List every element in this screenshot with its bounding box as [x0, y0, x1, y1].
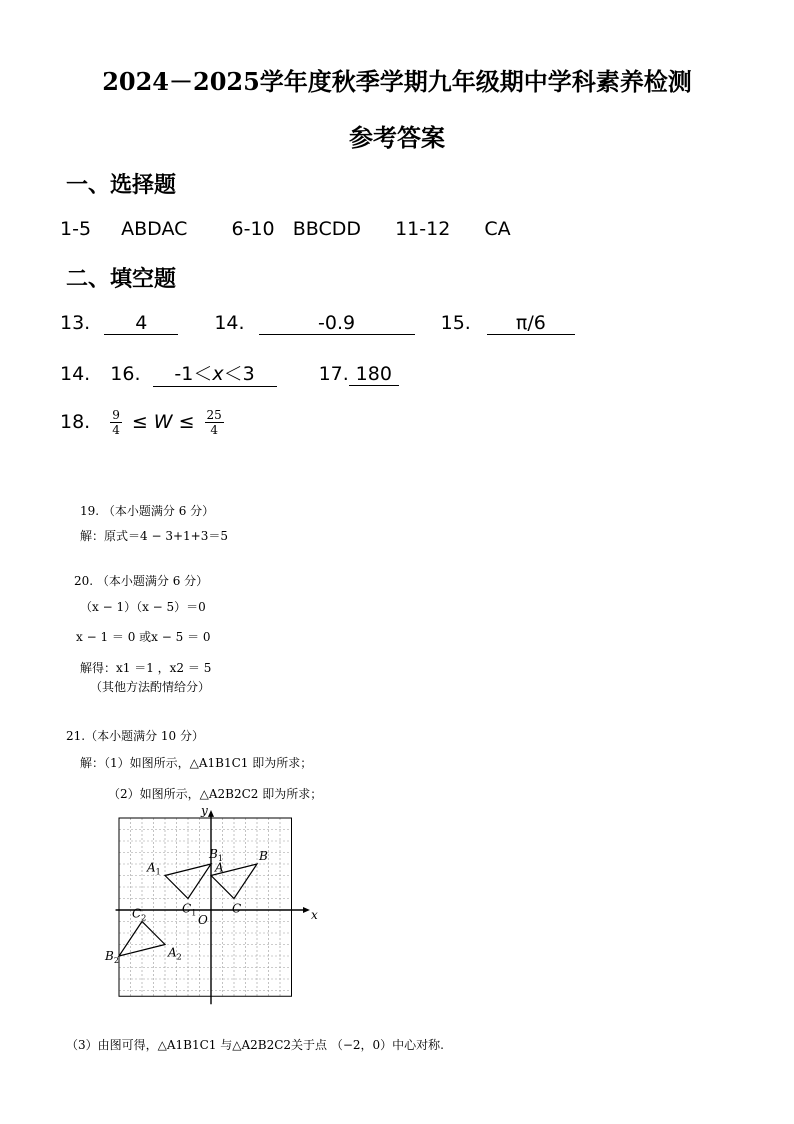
q13-answer: 4 [104, 312, 178, 335]
y-axis-arrow [208, 810, 214, 817]
q17-answer: 180 [349, 363, 399, 386]
q21-line-1: 解：（1）如图所示，△A1B1C1 即为所求； [80, 756, 313, 770]
q14-answer: -0.9 [259, 312, 415, 335]
q18-op-1: ≤ [131, 411, 148, 433]
q18-rhs-fraction: $\frac{25}{4}$ [206, 407, 222, 437]
q18-op-2: ≤ [178, 411, 195, 433]
q20-header: 20. （本小题满分 6 分） [74, 574, 209, 588]
y-axis-label: y [201, 803, 208, 818]
q16-answer: -1＜x＜3 [153, 359, 277, 387]
page-subtitle: 参考答案 [349, 123, 445, 152]
q21-coordinate-figure [105, 803, 320, 1008]
point-label-c1: $C_1$ [182, 901, 197, 918]
section-heading-choice: 一、选择题 [66, 173, 177, 198]
choice-answers-3: CA [484, 218, 511, 240]
page-title: 2024－2025学年度秋季学期九年级期中学科素养检测 [102, 67, 692, 96]
choice-range-1: 1-5 [60, 218, 92, 240]
q14b-number: 14. [60, 363, 91, 385]
choice-answers-row [60, 218, 511, 240]
choice-answers-2: BBCDD [292, 218, 361, 240]
q16-number: 16. [110, 363, 141, 385]
grid-border [119, 818, 292, 996]
q13-number: 13. [60, 312, 91, 334]
q19-header: 19. （本小题满分 6 分） [80, 504, 215, 518]
q21-line-3: （3）由图可得，△A1B1C1 与△A2B2C2关于点 （−2，0）中心对称. [66, 1038, 445, 1052]
q15-number: 15. [440, 312, 471, 334]
section-heading-fill: 二、填空题 [66, 267, 177, 292]
point-label-b2: $B_2$ [105, 949, 119, 965]
triangle-a1b1c1 [165, 864, 211, 899]
fill-row-2 [60, 359, 399, 387]
q19-line-1: 解：原式＝4 − 3+1+3＝5 [80, 529, 228, 543]
q14-number: 14. [214, 312, 245, 334]
point-label-a2: $A_2$ [168, 945, 182, 962]
point-label-b1: $B_1$ [209, 847, 223, 863]
point-label-c2: $C_2$ [132, 906, 147, 923]
q20-line-2: x − 1 ＝ 0 或x − 5 ＝ 0 [76, 630, 211, 644]
q18-number: 18. [60, 411, 91, 433]
figure-axes [116, 810, 310, 1004]
point-label-b: B [259, 849, 268, 863]
choice-range-2: 6-10 [231, 218, 275, 240]
origin-label: O [198, 913, 208, 927]
q15-answer: π/6 [487, 312, 575, 335]
choice-answers-1: ABDAC [121, 218, 188, 240]
q21-header: 21.（本小题满分 10 分） [66, 729, 204, 743]
q18-lhs-fraction: $\frac{9}{4}$ [112, 407, 120, 437]
q17-number: 17. [318, 363, 349, 385]
choice-range-3: 11-12 [395, 218, 451, 240]
x-axis-arrow [303, 907, 310, 913]
q20-line-3: 解得：x1 ＝1 ，x2 ＝ 5 [80, 661, 212, 675]
q20-line-1: （x − 1）（x − 5）＝0 [80, 600, 206, 614]
fill-row-3 [60, 402, 224, 442]
point-label-a: A [215, 860, 224, 875]
q18-variable: W [153, 411, 173, 433]
point-label-a1: $A_1$ [147, 860, 161, 877]
point-label-c: C [232, 901, 242, 916]
q20-line-4: （其他方法酌情给分） [90, 680, 211, 694]
q21-line-2: （2）如图所示，△A2B2C2 即为所求； [108, 787, 323, 801]
figure-grid [119, 818, 292, 996]
x-axis-label: x [311, 908, 318, 922]
fill-row-1 [60, 312, 575, 335]
